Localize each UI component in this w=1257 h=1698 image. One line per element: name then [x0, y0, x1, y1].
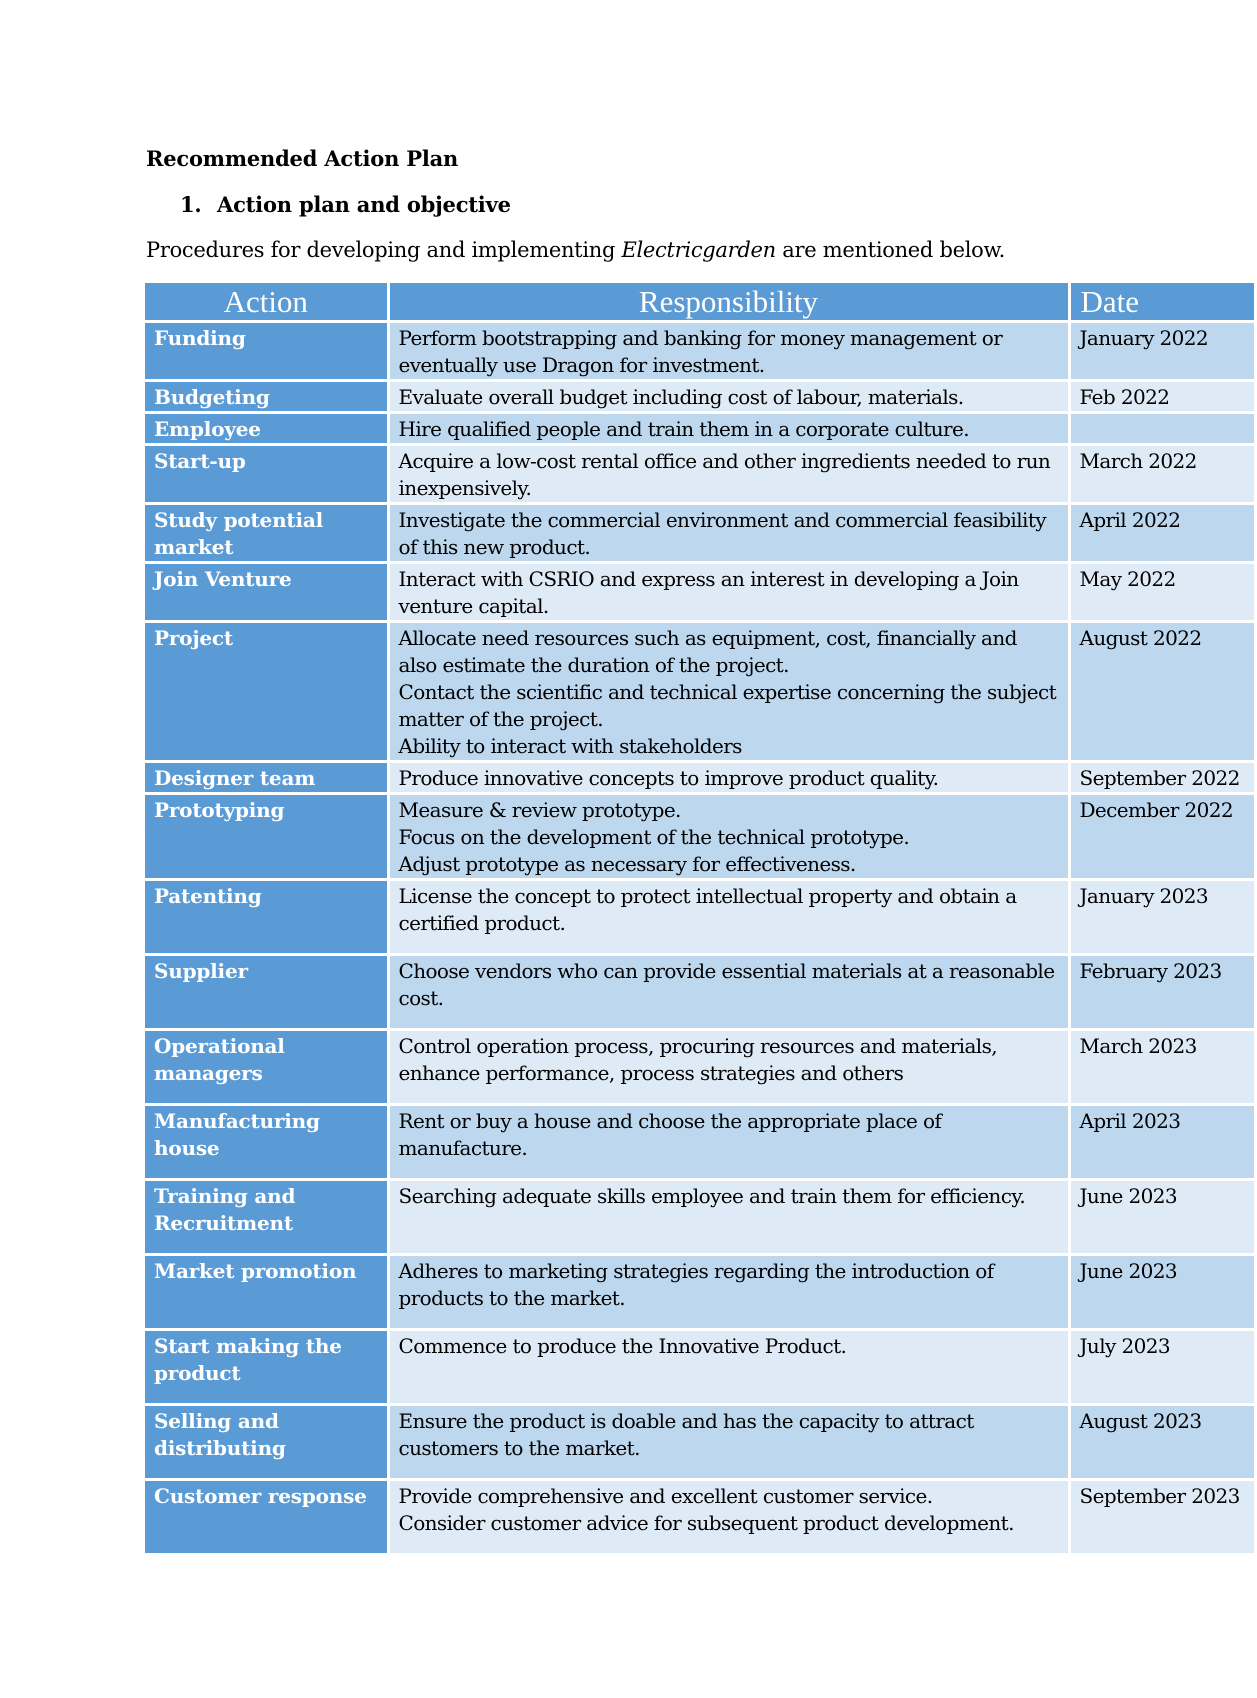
responsibility-line: Rent or buy a house and choose the appropriate place of manufacture.: [398, 1109, 942, 1160]
action-cell: Customer response: [145, 1480, 388, 1555]
date-cell: January 2023: [1069, 880, 1255, 955]
responsibility-line: Focus on the development of the technical prototype.: [398, 825, 910, 849]
intro-paragraph: [146, 238, 1005, 262]
responsibility-cell: [388, 880, 1069, 955]
date-cell: [1069, 413, 1255, 445]
action-cell: Start-up: [145, 445, 388, 504]
responsibility-line: Acquire a low-cost rental office and other ingredients needed to run inexpensively.: [398, 449, 1051, 500]
date-cell: July 2023: [1069, 1330, 1255, 1405]
action-cell: Employee: [145, 413, 388, 445]
table-row: [145, 1480, 1255, 1555]
action-cell: Designer team: [145, 762, 388, 794]
responsibility-line: Ensure the product is doable and has the capacity to attract customers to the market.: [398, 1409, 974, 1460]
date-cell: December 2022: [1069, 794, 1255, 880]
responsibility-line: Adheres to marketing strategies regarding the introduction of products to the market.: [398, 1259, 994, 1310]
table-row: [145, 563, 1255, 622]
responsibility-cell: [388, 1255, 1069, 1330]
table-row: [145, 1330, 1255, 1405]
action-cell: Funding: [145, 322, 388, 381]
responsibility-line: Measure & review prototype.: [398, 798, 681, 822]
date-cell: March 2022: [1069, 445, 1255, 504]
action-cell: Project: [145, 622, 388, 762]
responsibility-line: Searching adequate skills employee and train them for efficiency.: [398, 1184, 1026, 1208]
responsibility-cell: [388, 504, 1069, 563]
action-cell: Operational managers: [145, 1030, 388, 1105]
responsibility-cell: [388, 762, 1069, 794]
table-row: [145, 955, 1255, 1030]
date-cell: March 2023: [1069, 1030, 1255, 1105]
action-cell: Join Venture: [145, 563, 388, 622]
date-cell: September 2023: [1069, 1480, 1255, 1555]
table-row: [145, 1105, 1255, 1180]
responsibility-line: Choose vendors who can provide essential materials at a reasonable cost.: [398, 959, 1055, 1010]
table-header-row: [145, 283, 1255, 322]
date-cell: April 2022: [1069, 504, 1255, 563]
responsibility-line: Investigate the commercial environment and commercial feasibility of this new product.: [398, 508, 1046, 559]
date-cell: June 2023: [1069, 1180, 1255, 1255]
action-cell: Patenting: [145, 880, 388, 955]
action-plan-table: [145, 283, 1257, 1556]
responsibility-cell: [388, 1030, 1069, 1105]
table-row: [145, 504, 1255, 563]
section-title: Action plan and objective: [217, 192, 511, 217]
date-cell: May 2022: [1069, 563, 1255, 622]
product-name: Electricgarden: [621, 238, 776, 262]
date-cell: January 2022: [1069, 322, 1255, 381]
header-action: Action: [145, 283, 388, 322]
responsibility-line: Control operation process, procuring resources and materials, enhance performance, process strategies and others: [398, 1034, 997, 1085]
table-row: [145, 445, 1255, 504]
section-heading: [180, 192, 511, 217]
table-row: [145, 1030, 1255, 1105]
action-cell: Manufacturing house: [145, 1105, 388, 1180]
intro-text: Procedures for developing and implementing: [146, 238, 622, 262]
responsibility-cell: [388, 622, 1069, 762]
responsibility-line: Perform bootstrapping and banking for money management or eventually use Dragon for investment.: [398, 326, 1003, 377]
header-responsibility: Responsibility: [388, 283, 1069, 322]
responsibility-cell: [388, 381, 1069, 413]
responsibility-cell: [388, 322, 1069, 381]
table-row: [145, 1180, 1255, 1255]
responsibility-cell: [388, 445, 1069, 504]
action-cell: Start making the product: [145, 1330, 388, 1405]
responsibility-cell: [388, 955, 1069, 1030]
page-title: Recommended Action Plan: [146, 146, 459, 171]
table-body: [145, 322, 1255, 1555]
date-cell: February 2023: [1069, 955, 1255, 1030]
table-row: [145, 322, 1255, 381]
table-row: [145, 880, 1255, 955]
action-cell: Prototyping: [145, 794, 388, 880]
table-row: [145, 1405, 1255, 1480]
responsibility-cell: [388, 1330, 1069, 1405]
intro-text-end: are mentioned below.: [775, 238, 1006, 262]
responsibility-cell: [388, 1105, 1069, 1180]
responsibility-line: Contact the scientific and technical expertise concerning the subject matter of the project.: [398, 680, 1057, 731]
action-cell: Supplier: [145, 955, 388, 1030]
action-cell: Selling and distributing: [145, 1405, 388, 1480]
responsibility-line: Provide comprehensive and excellent customer service.: [398, 1484, 933, 1508]
responsibility-line: Produce innovative concepts to improve product quality.: [398, 766, 939, 790]
date-cell: September 2022: [1069, 762, 1255, 794]
responsibility-line: Adjust prototype as necessary for effectiveness.: [398, 852, 856, 876]
responsibility-cell: [388, 1405, 1069, 1480]
date-cell: August 2022: [1069, 622, 1255, 762]
table-row: [145, 622, 1255, 762]
date-cell: April 2023: [1069, 1105, 1255, 1180]
responsibility-line: Consider customer advice for subsequent product development.: [398, 1511, 1014, 1535]
table-row: [145, 794, 1255, 880]
action-cell: Market promotion: [145, 1255, 388, 1330]
responsibility-cell: [388, 794, 1069, 880]
date-cell: June 2023: [1069, 1255, 1255, 1330]
action-cell: Training and Recruitment: [145, 1180, 388, 1255]
table-row: [145, 413, 1255, 445]
action-cell: Budgeting: [145, 381, 388, 413]
action-cell: Study potential market: [145, 504, 388, 563]
date-cell: August 2023: [1069, 1405, 1255, 1480]
responsibility-line: Allocate need resources such as equipment, cost, financially and also estimate the duration of the project.: [398, 626, 1017, 677]
responsibility-cell: [388, 413, 1069, 445]
action-plan-table-container: [145, 283, 1240, 1556]
responsibility-cell: [388, 1480, 1069, 1555]
header-date: Date: [1069, 283, 1255, 322]
table-row: [145, 1255, 1255, 1330]
responsibility-cell: [388, 1180, 1069, 1255]
table-row: [145, 381, 1255, 413]
responsibility-line: Commence to produce the Innovative Product.: [398, 1334, 847, 1358]
section-number: 1.: [180, 192, 202, 217]
responsibility-line: Hire qualified people and train them in a corporate culture.: [398, 417, 969, 441]
responsibility-line: Evaluate overall budget including cost of labour, materials.: [398, 385, 964, 409]
responsibility-line: Ability to interact with stakeholders: [398, 734, 742, 758]
date-cell: Feb 2022: [1069, 381, 1255, 413]
responsibility-line: Interact with CSRIO and express an interest in developing a Join venture capital.: [398, 567, 1019, 618]
table-row: [145, 762, 1255, 794]
responsibility-line: License the concept to protect intellectual property and obtain a certified product.: [398, 884, 1017, 935]
responsibility-cell: [388, 563, 1069, 622]
